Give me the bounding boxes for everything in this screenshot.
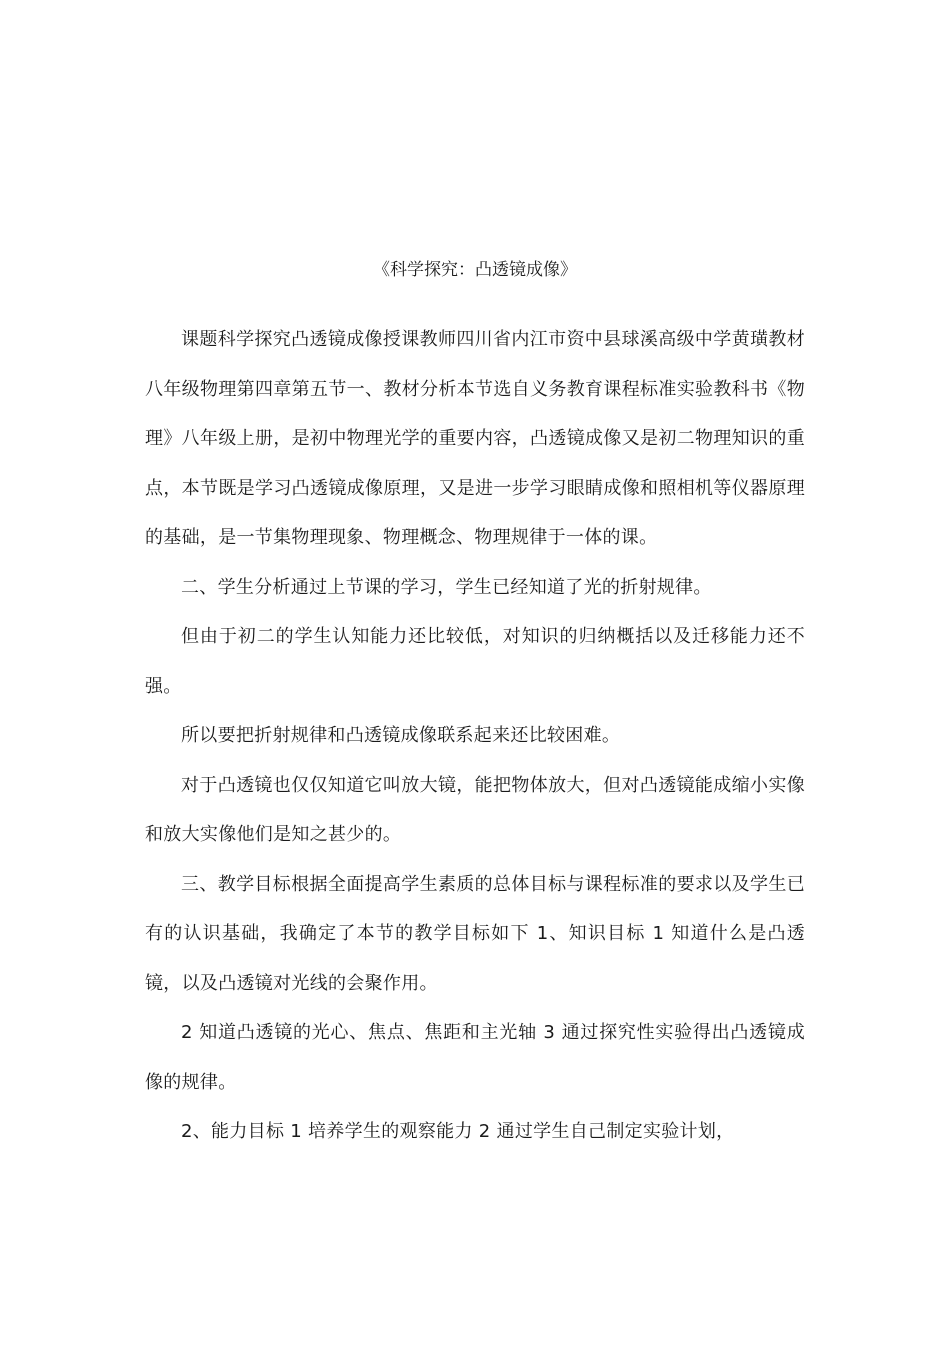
paragraph-student-analysis: 二、学生分析通过上节课的学习，学生已经知道了光的折射规律。	[181, 576, 712, 598]
document-title: 《科学探究：凸透镜成像》	[373, 260, 577, 280]
document-body	[145, 315, 805, 1157]
paragraph-cognitive-ability: 但由于初二的学生认知能力还比较低，对知识的归纳概括以及迁移能力还不强。	[145, 626, 805, 697]
paragraph-teaching-goals: 三、教学目标根据全面提高学生素质的总体目标与课程标准的要求以及学生已有的认识基础，我确定了本节的教学目标如下 1、知识目标 1 知道什么是凸透镜，以及凸透镜对光线的会聚作用。	[145, 873, 805, 994]
paragraph-ability-goals: 2、能力目标 1 培养学生的观察能力 2 通过学生自己制定实验计划，	[181, 1121, 735, 1142]
paragraph-difficulty: 所以要把折射规律和凸透镜成像联系起来还比较困难。	[181, 725, 621, 746]
paragraph-knowledge-goals: 2 知道凸透镜的光心、焦点、焦距和主光轴 3 通过探究性实验得出凸透镜成像的规律。	[145, 1022, 805, 1093]
paragraph-course-intro: 课题科学探究凸透镜成像授课教师四川省内江市资中县球溪高级中学黄璜教材八年级物理第四章第五节一、教材分析本节选自义务教育课程标准实验教科书《物理》八年级上册，是初中物理光学的重要内容，凸透镜成像又是初二物理知识的重点，本节既是学习凸透镜成像原理，又是进一步学习眼睛成像和照相机等仪器原理的基础，是一节集物理现象、物理概念、物理规律于一体的课。	[145, 329, 805, 548]
paragraph-convex-lens-knowledge: 对于凸透镜也仅仅知道它叫放大镜，能把物体放大，但对凸透镜能成缩小实像和放大实像他们是知之甚少的。	[145, 774, 805, 845]
